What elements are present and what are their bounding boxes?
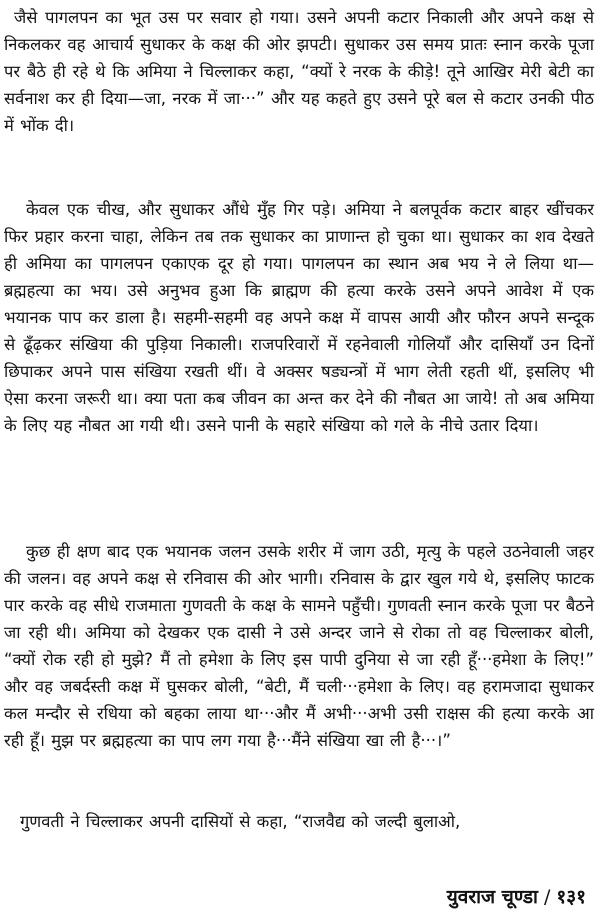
page-footer: [447, 884, 586, 910]
running-title: युवराज चूण्डा: [446, 886, 538, 908]
paragraph: केवल एक चीख, और सुधाकर औंधे मुँह गिर पड़े। अमिया ने बलपूर्वक कटार बाहर खींचकर फिर प्रहार करना चाहा, लेकिन तब तक सुधाकर का प्राणान्त हो चुका था। सुधाकर का शव देखते ही अमिया का पागलपन एकाएक दूर हो गया। पागलपन का स्थान अब भय ने ले लिया था—ब्रह्महत्या का भय। उसे अनुभव हुआ कि ब्राह्मण की हत्या करके उसने अपने आवेश में एक भयानक पाप कर डाला है। सहमी-सहमी वह अपने कक्ष में वापस आयी और फौरन अपने सन्दूक से ढूँढ़कर संखिया की पुड़िया निकाली। राजपरिवारों में रहनेवाली गोलियाँ और दासियाँ उन दिनों छिपाकर अपने पास संखिया रखती थीं। वे अक्सर षड्यन्त्रों में भाग लेती रहती थीं, इसलिए भी ऐसा करना जरूरी था। क्या पता कब जीवन का अन्त कर देने की नौबत आ जाये! तो अब अमिया के लिए यह नौबत आ गयी थी। उसने पानी के सहारे संखिया को गले के नीचे उतार दिया।: [4, 200, 594, 435]
paragraph: कुछ ही क्षण बाद एक भयानक जलन उसके शरीर में जाग उठी, मृत्यु के पहले उठनेवाली जहर की जलन। वह अपने कक्ष से रनिवास की ओर भागी। रनिवास के द्वार खुल गये थे, इसलिए फाटक पार करके वह सीधे राजमाता गुणवती के कक्ष के सामने पहुँची। गुणवती स्नान करके पूजा पर बैठने जा रही थी। अमिया को देखकर एक दासी ने उसे अन्दर जाने से रोका तो वह चिल्लाकर बोली, “क्यों रोक रही हो मुझे? मैं तो हमेशा के लिए इस पापी दुनिया से जा रही हूँ···हमेशा के लिए!” और वह जबर्दस्ती कक्ष में घुसकर बोली, “बेटी, मैं चली···हमेशा के लिए। वह हरामजादा सुधाकर कल मन्दौर से रधिया को बहका लाया था···और मैं अभी···अभी उसी राक्षस की हत्या करके आ रही हूँ। मुझ पर ब्रह्महत्या का पाप लग गया है···मैंने संखिया खा ली है···।”: [4, 542, 594, 750]
page-number: १३१: [556, 886, 586, 908]
footer-separator: /: [543, 886, 551, 908]
paragraph: गुणवती ने चिल्लाकर अपनी दासियों से कहा, “राजवैद्य को जल्दी बुलाओ,: [20, 812, 461, 831]
paragraph: जैसे पागलपन का भूत उस पर सवार हो गया। उसने अपनी कटार निकाली और अपने कक्ष से निकलकर वह आचार्य सुधाकर के कक्ष की ओर झपटी। सुधाकर उस समय प्रातः स्नान करके पूजा पर बैठे ही रहे थे कि अमिया ने चिल्लाकर कहा, “क्यों रे नरक के कीड़े! तूने आखिर मेरी बेटी का सर्वनाश कर ही दिया—जा, नरक में जा···” और यह कहते हुए उसने पूरे बल से कटार उनकी पीठ में भोंक दी।: [4, 8, 594, 135]
